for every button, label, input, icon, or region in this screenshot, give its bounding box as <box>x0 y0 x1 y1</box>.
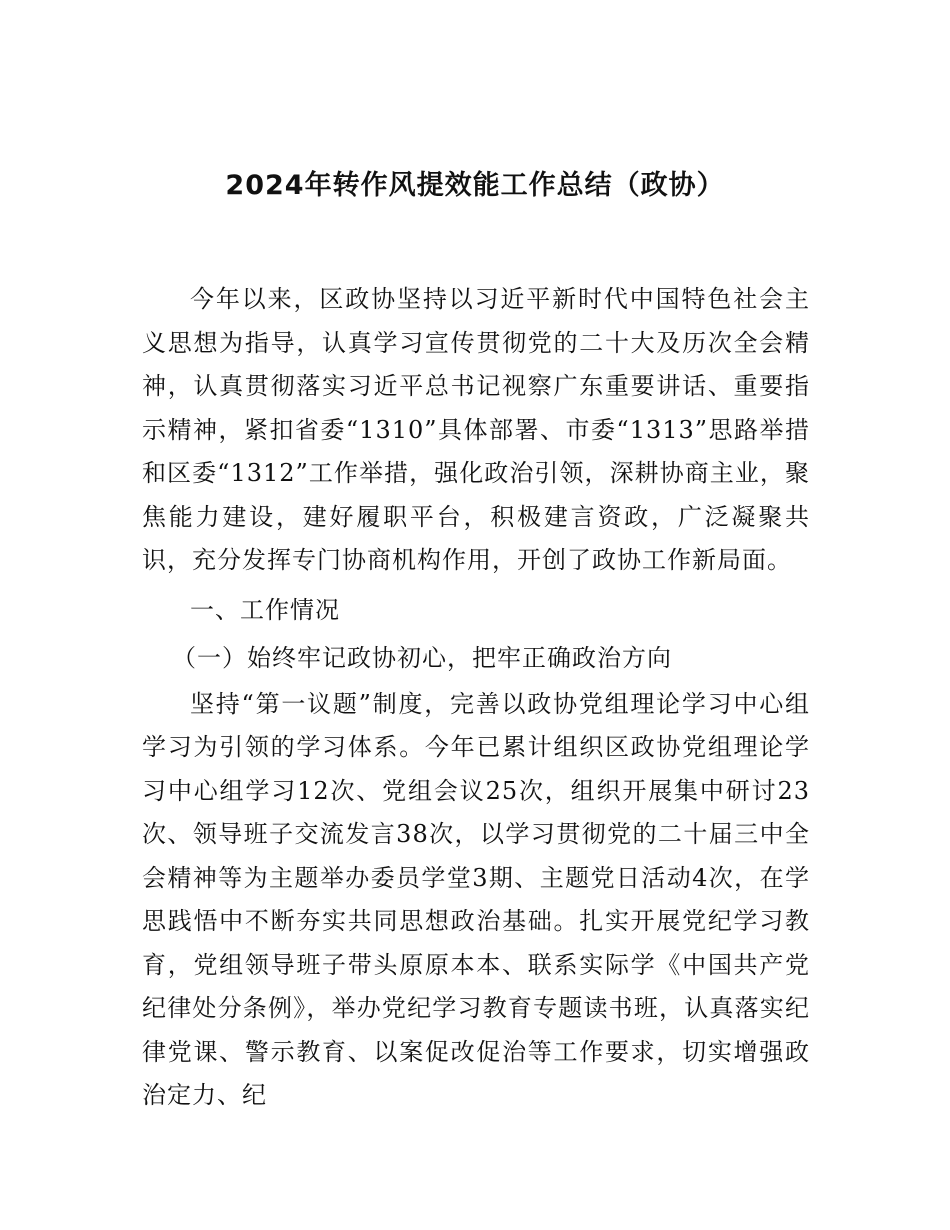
intro-paragraph: 今年以来，区政协坚持以习近平新时代中国特色社会主义思想为指导，认真学习宣传贯彻党的二十大及历次全会精神，认真贯彻落实习近平总书记视察广东重要讲话、重要指示精神，紧扣省委“1310”具体部署、市委“1313”思路举措和区委“1312”工作举措，强化政治引领，深耕协商主业，聚焦能力建设，建好履职平台，积极建言资政，广泛凝聚共识，充分发挥专门协商机构作用，开创了政协工作新局面。 <box>142 285 810 574</box>
subsection-heading: （一）始终牢记政协初心，把牢正确政治方向 <box>172 643 672 672</box>
document-body <box>142 278 810 1118</box>
section-heading: 一、工作情况 <box>190 595 340 624</box>
document-title: 2024年转作风提效能工作总结（政协） <box>225 170 725 201</box>
section-paragraph: 坚持“第一议题”制度，完善以政协党组理论学习中心组学习为引领的学习体系。今年已累计组织区政协党组理论学习中心组学习12次、党组会议25次，组织开展集中研讨23次、领导班子交流发言38次，以学习贯彻党的二十届三中全会精神等为主题举办委员学堂3期、主题党日活动4次，在学思践悟中不断夯实共同思想政治基础。扎实开展党纪学习教育，党组领导班子带头原原本本、联系实际学《中国共产党纪律处分条例》，举办党纪学习教育专题读书班，认真落实纪律党课、警示教育、以案促改促治等工作要求，切实增强政治定力、纪 <box>142 689 810 1109</box>
